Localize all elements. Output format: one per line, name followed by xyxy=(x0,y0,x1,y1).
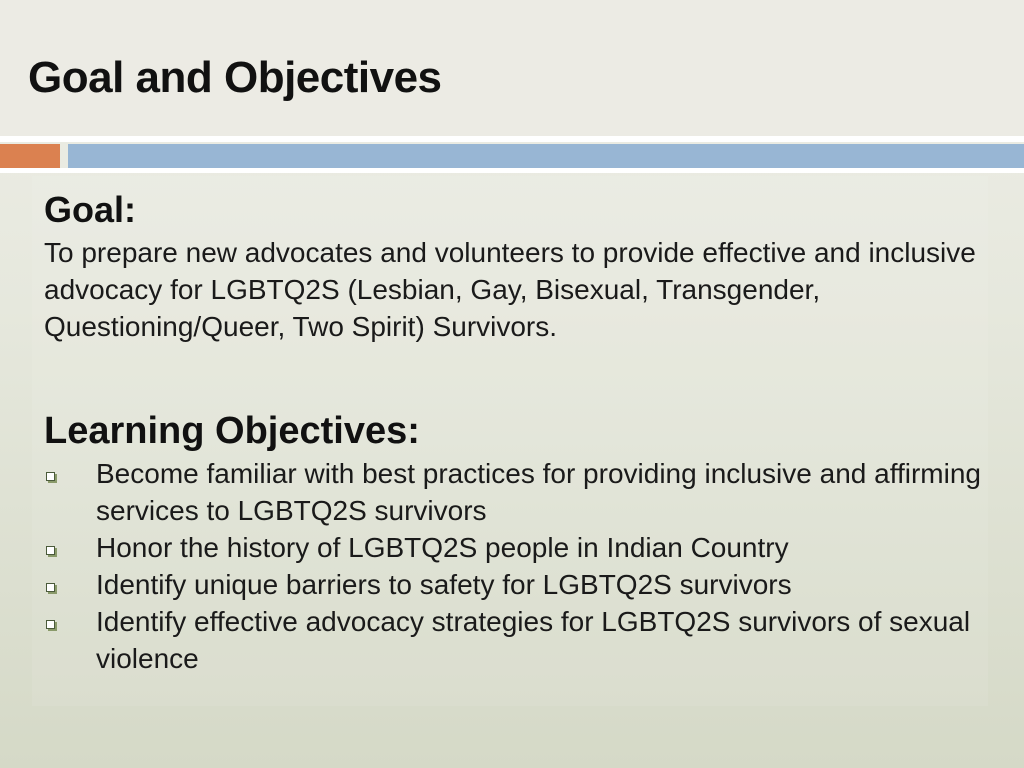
objective-item xyxy=(44,455,984,529)
square-bullet-icon xyxy=(46,620,55,629)
goal-heading: Goal: xyxy=(44,189,137,230)
goal-text: To prepare new advocates and volunteers to provide effective and inclusive advocacy for LGBTQ2S (Lesbian, Gay, Bisexual, Transgender, Questioning/Queer, Two Spirit) Survivors. xyxy=(44,237,976,342)
accent-bar-blue xyxy=(68,144,1024,168)
divider-line xyxy=(0,136,1024,142)
square-bullet-icon xyxy=(46,472,55,481)
objective-text: Identify unique barriers to safety for LGBTQ2S survivors xyxy=(96,569,792,600)
square-bullet-icon xyxy=(46,583,55,592)
objectives-list xyxy=(44,455,984,677)
objective-text: Identify effective advocacy strategies for LGBTQ2S survivors of sexual violence xyxy=(96,606,971,674)
objective-text: Honor the history of LGBTQ2S people in Indian Country xyxy=(96,532,789,563)
objectives-heading: Learning Objectives: xyxy=(44,410,420,452)
objective-text: Become familiar with best practices for providing inclusive and affirming services to LGBTQ2S survivors xyxy=(96,458,981,526)
objective-item xyxy=(44,566,984,603)
divider-line-lower xyxy=(0,168,1024,173)
square-bullet-icon xyxy=(46,546,55,555)
objective-item xyxy=(44,603,984,677)
title-area xyxy=(0,0,1024,136)
objective-item xyxy=(44,529,984,566)
slide-title: Goal and Objectives xyxy=(28,53,442,102)
accent-bar-orange xyxy=(0,144,60,168)
